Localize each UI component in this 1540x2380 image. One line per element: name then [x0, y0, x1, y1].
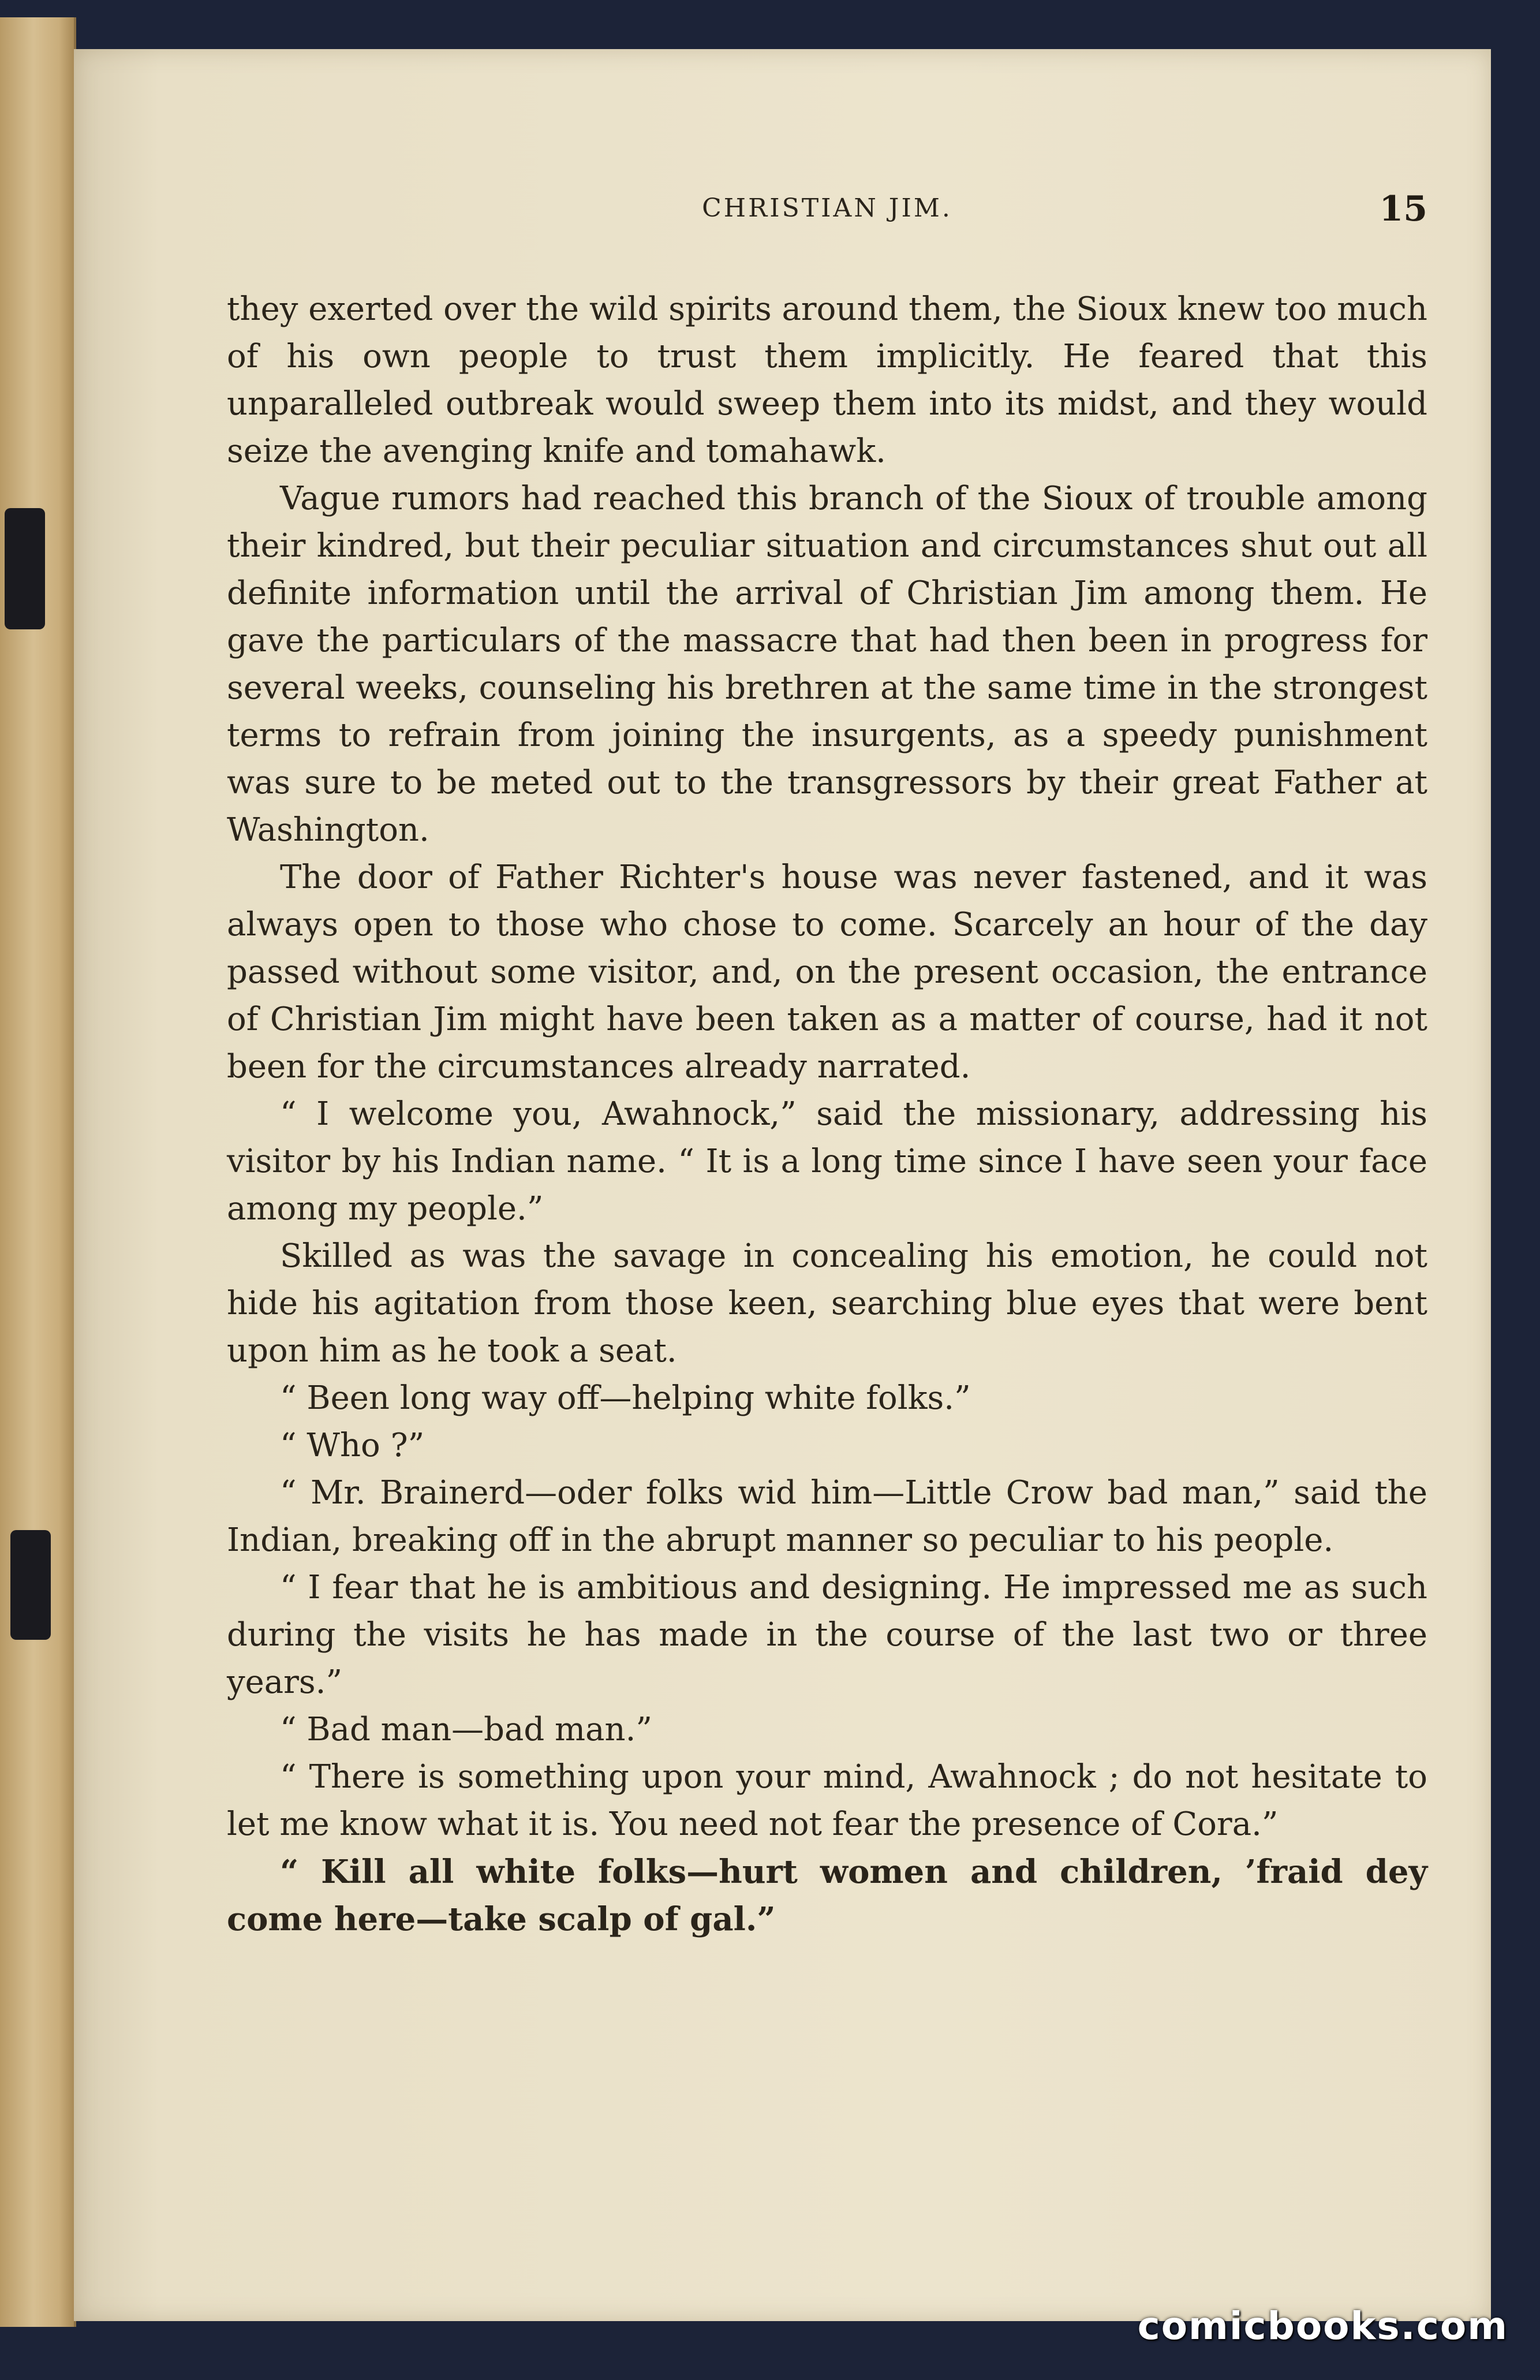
staple-bottom [10, 1530, 51, 1640]
paragraph-8: “ Mr. Brainerd—oder folks wid him—Little Crow bad man,” said the Indian, breaking off in the abrupt manner so peculiar to his people. [227, 1474, 1427, 1559]
staple-top [5, 508, 45, 629]
paragraph-7: “ Who ?” [280, 1427, 425, 1464]
paragraph-4: “ I welcome you, Awahnock,” said the missionary, addressing his visitor by his Indian name. “ It is a long time since I have seen your face among my people.” [227, 1095, 1427, 1228]
book-spine [0, 17, 76, 2327]
paragraph-12: “ Kill all white folks—hurt women and children, ’fraid dey come here—take scalp of gal.” [227, 1853, 1427, 1938]
paragraph-6: “ Been long way off—helping white folks.” [280, 1379, 971, 1417]
body-text [227, 286, 1427, 1943]
page-number: 15 [1379, 189, 1427, 229]
paragraph-5: Skilled as was the savage in concealing his emotion, he could not hide his agitation from those keen, searching blue eyes that were bent upon him as he took a seat. [227, 1237, 1427, 1370]
paragraph-2: Vague rumors had reached this branch of the Sioux of trouble among their kindred, but their peculiar situation and circumstances shut out all definite information until the arrival of Christian Jim among them. He gave the particulars of the massacre that had then been in progress for several weeks, counseling his brethren at the same time in the strongest terms to refrain from joining the insurgents, as a speedy punishment was sure to be meted out to the transgressors by their great Father at Washington. [227, 480, 1427, 849]
page-header [227, 189, 1427, 251]
book-page [74, 49, 1491, 2321]
paragraph-11: “ There is something upon your mind, Awahnock ; do not hesitate to let me know what it is. You need not fear the presence of Cora.” [227, 1758, 1427, 1843]
watermark-text: comicbooks.com [1137, 2304, 1508, 2348]
paragraph-1: they exerted over the wild spirits around them, the Sioux knew too much of his own people to trust them implicitly. He feared that this unparalleled outbreak would sweep them into its midst, and they would seize the avenging knife and tomahawk. [227, 290, 1427, 470]
paragraph-3: The door of Father Richter's house was never fastened, and it was always open to those who chose to come. Scarcely an hour of the day passed without some visitor, and, on the present occasion, the entrance of Christian Jim might have been taken as a matter of course, had it not been for the circumstances already narrated. [227, 859, 1427, 1085]
paragraph-10: “ Bad man—bad man.” [280, 1711, 653, 1748]
running-head: CHRISTIAN JIM. [702, 193, 952, 223]
paragraph-9: “ I fear that he is ambitious and designing. He impressed me as such during the visits he has made in the course of the last two or three years.” [227, 1569, 1427, 1701]
